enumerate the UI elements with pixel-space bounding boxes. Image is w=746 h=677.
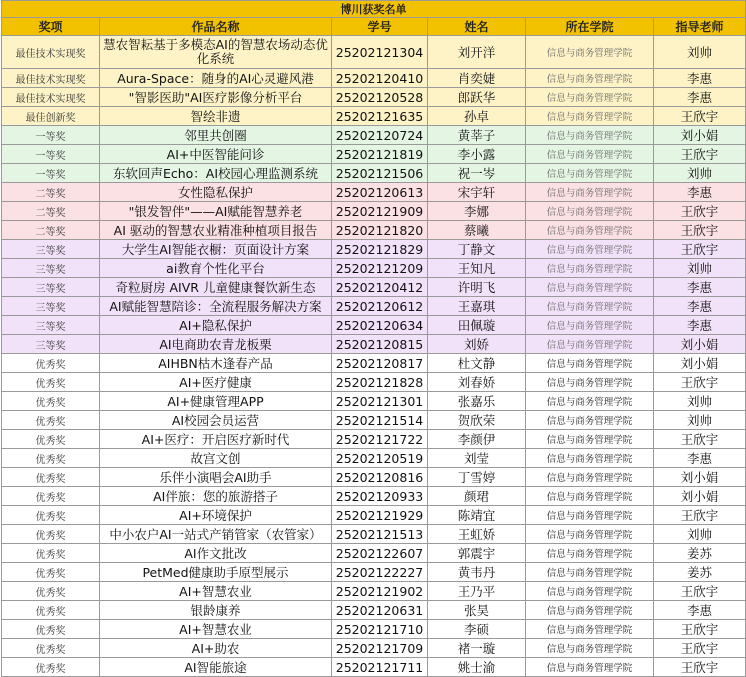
college-cell: 信息与商务管理学院 — [526, 525, 654, 544]
teacher-cell: 王欣宇 — [654, 658, 746, 677]
teacher-cell: 王欣宇 — [654, 582, 746, 601]
work-title-cell: 东软回声Echo：AI校园心理监测系统 — [100, 164, 332, 183]
table-row — [2, 354, 746, 373]
student-id-cell: 25202121820 — [332, 221, 428, 240]
teacher-cell: 王欣宇 — [654, 202, 746, 221]
work-title-cell: 智绘非遗 — [100, 107, 332, 126]
award-cell: 优秀奖 — [2, 601, 100, 620]
award-cell: 优秀奖 — [2, 506, 100, 525]
work-title-cell: PetMed健康助手原型展示 — [100, 563, 332, 582]
award-cell: 优秀奖 — [2, 620, 100, 639]
student-id-cell: 25202121902 — [332, 582, 428, 601]
student-id-cell: 25202121635 — [332, 107, 428, 126]
student-id-cell: 25202120815 — [332, 335, 428, 354]
teacher-cell: 刘帅 — [654, 525, 746, 544]
work-title-cell: AI+环境保护 — [100, 506, 332, 525]
table-row — [2, 145, 746, 164]
award-cell: 优秀奖 — [2, 487, 100, 506]
college-cell: 信息与商务管理学院 — [526, 563, 654, 582]
student-id-cell: 25202120412 — [332, 278, 428, 297]
table-row — [2, 468, 746, 487]
teacher-cell: 王欣宇 — [654, 373, 746, 392]
table-row — [2, 525, 746, 544]
student-id-cell: 25202122227 — [332, 563, 428, 582]
student-name-cell: 姚士渝 — [428, 658, 526, 677]
work-title-cell: 中小农户AI一站式产销管家（农管家） — [100, 525, 332, 544]
teacher-cell: 刘帅 — [654, 36, 746, 69]
table-row — [2, 278, 746, 297]
award-cell: 三等奖 — [2, 240, 100, 259]
work-title-cell: 乐伴小演唱会AI助手 — [100, 468, 332, 487]
work-title-cell: 邻里共创圈 — [100, 126, 332, 145]
student-name-cell: 李颜伊 — [428, 430, 526, 449]
teacher-cell: 王欣宇 — [654, 221, 746, 240]
student-id-cell: 25202121304 — [332, 36, 428, 69]
work-title-cell: 奇粒厨房 AIVR 儿童健康餐饮新生态 — [100, 278, 332, 297]
teacher-cell: 刘小娟 — [654, 126, 746, 145]
student-name-cell: 张昊 — [428, 601, 526, 620]
header-row — [2, 18, 746, 36]
college-cell: 信息与商务管理学院 — [526, 582, 654, 601]
teacher-cell: 刘小娟 — [654, 335, 746, 354]
header-name: 姓名 — [428, 18, 526, 36]
student-name-cell: 丁雪婷 — [428, 468, 526, 487]
teacher-cell: 刘帅 — [654, 411, 746, 430]
header-college: 所在学院 — [526, 18, 654, 36]
student-name-cell: 祝一岑 — [428, 164, 526, 183]
teacher-cell: 刘小娟 — [654, 468, 746, 487]
table-row — [2, 107, 746, 126]
student-name-cell: 王嘉琪 — [428, 297, 526, 316]
student-id-cell: 25202121209 — [332, 259, 428, 278]
student-id-cell: 25202121819 — [332, 145, 428, 164]
teacher-cell: 姜苏 — [654, 544, 746, 563]
table-row — [2, 221, 746, 240]
student-id-cell: 25202122607 — [332, 544, 428, 563]
work-title-cell: AI伴旅：您的旅游搭子 — [100, 487, 332, 506]
header-work: 作品名称 — [100, 18, 332, 36]
work-title-cell: AI+医疗健康 — [100, 373, 332, 392]
work-title-cell: Aura-Space：随身的AI心灵避风港 — [100, 69, 332, 88]
award-cell: 一等奖 — [2, 164, 100, 183]
student-name-cell: 王虹娇 — [428, 525, 526, 544]
work-title-cell: AI+隐私保护 — [100, 316, 332, 335]
college-cell: 信息与商务管理学院 — [526, 658, 654, 677]
student-name-cell: 蔡曦 — [428, 221, 526, 240]
student-name-cell: 田佩璇 — [428, 316, 526, 335]
student-name-cell: 刘开洋 — [428, 36, 526, 69]
table-row — [2, 259, 746, 278]
student-id-cell: 25202120724 — [332, 126, 428, 145]
teacher-cell: 王欣宇 — [654, 430, 746, 449]
table-row — [2, 449, 746, 468]
table-row — [2, 69, 746, 88]
student-name-cell: 肖奕婕 — [428, 69, 526, 88]
table-row — [2, 392, 746, 411]
student-name-cell: 陈靖宜 — [428, 506, 526, 525]
student-name-cell: 孙卓 — [428, 107, 526, 126]
table-row — [2, 183, 746, 202]
teacher-cell: 李惠 — [654, 601, 746, 620]
table-row — [2, 164, 746, 183]
award-cell: 优秀奖 — [2, 354, 100, 373]
student-id-cell: 25202121929 — [332, 506, 428, 525]
work-title-cell: AI+中医智能问诊 — [100, 145, 332, 164]
college-cell: 信息与商务管理学院 — [526, 468, 654, 487]
work-title-cell: AI电商助农青龙板栗 — [100, 335, 332, 354]
college-cell: 信息与商务管理学院 — [526, 639, 654, 658]
award-cell: 最佳技术实现奖 — [2, 88, 100, 107]
teacher-cell: 李惠 — [654, 69, 746, 88]
title-row — [2, 1, 746, 18]
college-cell: 信息与商务管理学院 — [526, 259, 654, 278]
student-id-cell: 25202120817 — [332, 354, 428, 373]
student-id-cell: 25202121711 — [332, 658, 428, 677]
teacher-cell: 李惠 — [654, 449, 746, 468]
table-row — [2, 335, 746, 354]
table-row — [2, 620, 746, 639]
table-row — [2, 563, 746, 582]
table-row — [2, 582, 746, 601]
student-name-cell: 颜珺 — [428, 487, 526, 506]
teacher-cell: 刘小娟 — [654, 354, 746, 373]
table-row — [2, 202, 746, 221]
student-id-cell: 25202120933 — [332, 487, 428, 506]
teacher-cell: 王欣宇 — [654, 107, 746, 126]
student-id-cell: 25202120528 — [332, 88, 428, 107]
teacher-cell: 李惠 — [654, 297, 746, 316]
award-cell: 优秀奖 — [2, 430, 100, 449]
table-row — [2, 430, 746, 449]
award-cell: 三等奖 — [2, 297, 100, 316]
award-cell: 优秀奖 — [2, 468, 100, 487]
award-cell: 三等奖 — [2, 335, 100, 354]
college-cell: 信息与商务管理学院 — [526, 620, 654, 639]
award-cell: 最佳技术实现奖 — [2, 36, 100, 69]
student-id-cell: 25202120519 — [332, 449, 428, 468]
award-cell: 优秀奖 — [2, 449, 100, 468]
student-id-cell: 25202121710 — [332, 620, 428, 639]
award-cell: 一等奖 — [2, 126, 100, 145]
teacher-cell: 刘帅 — [654, 259, 746, 278]
student-id-cell: 25202121709 — [332, 639, 428, 658]
work-title-cell: 女性隐私保护 — [100, 183, 332, 202]
award-cell: 优秀奖 — [2, 563, 100, 582]
student-id-cell: 25202121722 — [332, 430, 428, 449]
work-title-cell: AIHBN枯木逢春产品 — [100, 354, 332, 373]
award-cell: 三等奖 — [2, 278, 100, 297]
student-id-cell: 25202120634 — [332, 316, 428, 335]
teacher-cell: 王欣宇 — [654, 639, 746, 658]
award-cell: 二等奖 — [2, 221, 100, 240]
student-id-cell: 25202121514 — [332, 411, 428, 430]
student-name-cell: 褚一璇 — [428, 639, 526, 658]
award-cell: 优秀奖 — [2, 373, 100, 392]
college-cell: 信息与商务管理学院 — [526, 278, 654, 297]
table-row — [2, 544, 746, 563]
work-title-cell: AI+医疗：开启医疗新时代 — [100, 430, 332, 449]
award-cell: 优秀奖 — [2, 525, 100, 544]
college-cell: 信息与商务管理学院 — [526, 392, 654, 411]
college-cell: 信息与商务管理学院 — [526, 126, 654, 145]
teacher-cell: 李惠 — [654, 88, 746, 107]
college-cell: 信息与商务管理学院 — [526, 544, 654, 563]
student-name-cell: 李硕 — [428, 620, 526, 639]
award-cell: 三等奖 — [2, 259, 100, 278]
table-row — [2, 487, 746, 506]
college-cell: 信息与商务管理学院 — [526, 430, 654, 449]
header-award: 奖项 — [2, 18, 100, 36]
college-cell: 信息与商务管理学院 — [526, 221, 654, 240]
student-id-cell: 25202121828 — [332, 373, 428, 392]
college-cell: 信息与商务管理学院 — [526, 506, 654, 525]
student-id-cell: 25202120816 — [332, 468, 428, 487]
award-cell: 优秀奖 — [2, 658, 100, 677]
work-title-cell: "智影医助"AI医疗影像分析平台 — [100, 88, 332, 107]
table-row — [2, 506, 746, 525]
teacher-cell: 刘小娟 — [654, 487, 746, 506]
teacher-cell: 刘帅 — [654, 392, 746, 411]
college-cell: 信息与商务管理学院 — [526, 316, 654, 335]
college-cell: 信息与商务管理学院 — [526, 88, 654, 107]
table-row — [2, 411, 746, 430]
award-cell: 二等奖 — [2, 183, 100, 202]
college-cell: 信息与商务管理学院 — [526, 487, 654, 506]
college-cell: 信息与商务管理学院 — [526, 411, 654, 430]
work-title-cell: 故宫文创 — [100, 449, 332, 468]
award-cell: 最佳创新奖 — [2, 107, 100, 126]
table-row — [2, 639, 746, 658]
work-title-cell: AI+智慧农业 — [100, 620, 332, 639]
college-cell: 信息与商务管理学院 — [526, 69, 654, 88]
student-name-cell: 王知凡 — [428, 259, 526, 278]
table-row — [2, 373, 746, 392]
work-title-cell: 银龄康养 — [100, 601, 332, 620]
college-cell: 信息与商务管理学院 — [526, 354, 654, 373]
work-title-cell: AI作文批改 — [100, 544, 332, 563]
student-name-cell: 杜文静 — [428, 354, 526, 373]
student-name-cell: 宋宇轩 — [428, 183, 526, 202]
college-cell: 信息与商务管理学院 — [526, 240, 654, 259]
table-row — [2, 658, 746, 677]
work-title-cell: AI校园会员运营 — [100, 411, 332, 430]
student-name-cell: 郭震宇 — [428, 544, 526, 563]
award-cell: 优秀奖 — [2, 544, 100, 563]
teacher-cell: 王欣宇 — [654, 145, 746, 164]
student-name-cell: 李娜 — [428, 202, 526, 221]
student-id-cell: 25202121829 — [332, 240, 428, 259]
header-student-id: 学号 — [332, 18, 428, 36]
student-id-cell: 25202120613 — [332, 183, 428, 202]
table-row — [2, 88, 746, 107]
work-title-cell: ai教育个性化平台 — [100, 259, 332, 278]
student-name-cell: 王乃平 — [428, 582, 526, 601]
student-id-cell: 25202121506 — [332, 164, 428, 183]
work-title-cell: AI+智慧农业 — [100, 582, 332, 601]
award-cell: 一等奖 — [2, 145, 100, 164]
student-name-cell: 贺欣荣 — [428, 411, 526, 430]
student-id-cell: 25202120410 — [332, 69, 428, 88]
work-title-cell: 大学生AI智能衣橱：页面设计方案 — [100, 240, 332, 259]
college-cell: 信息与商务管理学院 — [526, 36, 654, 69]
work-title-cell: "银发智伴"——AI赋能智慧养老 — [100, 202, 332, 221]
college-cell: 信息与商务管理学院 — [526, 297, 654, 316]
award-cell: 二等奖 — [2, 202, 100, 221]
student-id-cell: 25202121513 — [332, 525, 428, 544]
student-id-cell: 25202120631 — [332, 601, 428, 620]
table-row — [2, 36, 746, 69]
student-name-cell: 黄韦丹 — [428, 563, 526, 582]
award-cell: 最佳技术实现奖 — [2, 69, 100, 88]
award-cell: 优秀奖 — [2, 392, 100, 411]
student-name-cell: 刘春娇 — [428, 373, 526, 392]
table-row — [2, 126, 746, 145]
work-title-cell: 慧农智耘基于多模态AI的智慧农场动态优化系统 — [100, 36, 332, 69]
teacher-cell: 王欣宇 — [654, 240, 746, 259]
college-cell: 信息与商务管理学院 — [526, 202, 654, 221]
student-name-cell: 李小露 — [428, 145, 526, 164]
student-id-cell: 25202121909 — [332, 202, 428, 221]
teacher-cell: 李惠 — [654, 183, 746, 202]
teacher-cell: 李惠 — [654, 316, 746, 335]
college-cell: 信息与商务管理学院 — [526, 164, 654, 183]
student-name-cell: 郎跃华 — [428, 88, 526, 107]
teacher-cell: 刘帅 — [654, 164, 746, 183]
table-row — [2, 240, 746, 259]
student-name-cell: 丁静文 — [428, 240, 526, 259]
student-name-cell: 刘莹 — [428, 449, 526, 468]
college-cell: 信息与商务管理学院 — [526, 335, 654, 354]
teacher-cell: 李惠 — [654, 278, 746, 297]
teacher-cell: 王欣宇 — [654, 620, 746, 639]
college-cell: 信息与商务管理学院 — [526, 373, 654, 392]
table-title: 博川获奖名单 — [2, 1, 746, 18]
table-row — [2, 316, 746, 335]
award-cell: 优秀奖 — [2, 639, 100, 658]
teacher-cell: 王欣宇 — [654, 506, 746, 525]
college-cell: 信息与商务管理学院 — [526, 449, 654, 468]
award-cell: 优秀奖 — [2, 582, 100, 601]
student-id-cell: 25202120612 — [332, 297, 428, 316]
college-cell: 信息与商务管理学院 — [526, 601, 654, 620]
student-name-cell: 刘娇 — [428, 335, 526, 354]
table-row — [2, 601, 746, 620]
student-name-cell: 许明飞 — [428, 278, 526, 297]
student-name-cell: 张嘉乐 — [428, 392, 526, 411]
award-table — [1, 0, 746, 677]
award-cell: 三等奖 — [2, 316, 100, 335]
work-title-cell: AI 驱动的智慧农业精准种植项目报告 — [100, 221, 332, 240]
header-teacher: 指导老师 — [654, 18, 746, 36]
student-name-cell: 黄莘子 — [428, 126, 526, 145]
student-id-cell: 25202121301 — [332, 392, 428, 411]
college-cell: 信息与商务管理学院 — [526, 183, 654, 202]
table-row — [2, 297, 746, 316]
work-title-cell: AI智能旅途 — [100, 658, 332, 677]
college-cell: 信息与商务管理学院 — [526, 107, 654, 126]
work-title-cell: AI赋能智慧陪诊：全流程服务解决方案 — [100, 297, 332, 316]
award-cell: 优秀奖 — [2, 411, 100, 430]
teacher-cell: 姜苏 — [654, 563, 746, 582]
work-title-cell: AI+健康管理APP — [100, 392, 332, 411]
work-title-cell: AI+助农 — [100, 639, 332, 658]
college-cell: 信息与商务管理学院 — [526, 145, 654, 164]
